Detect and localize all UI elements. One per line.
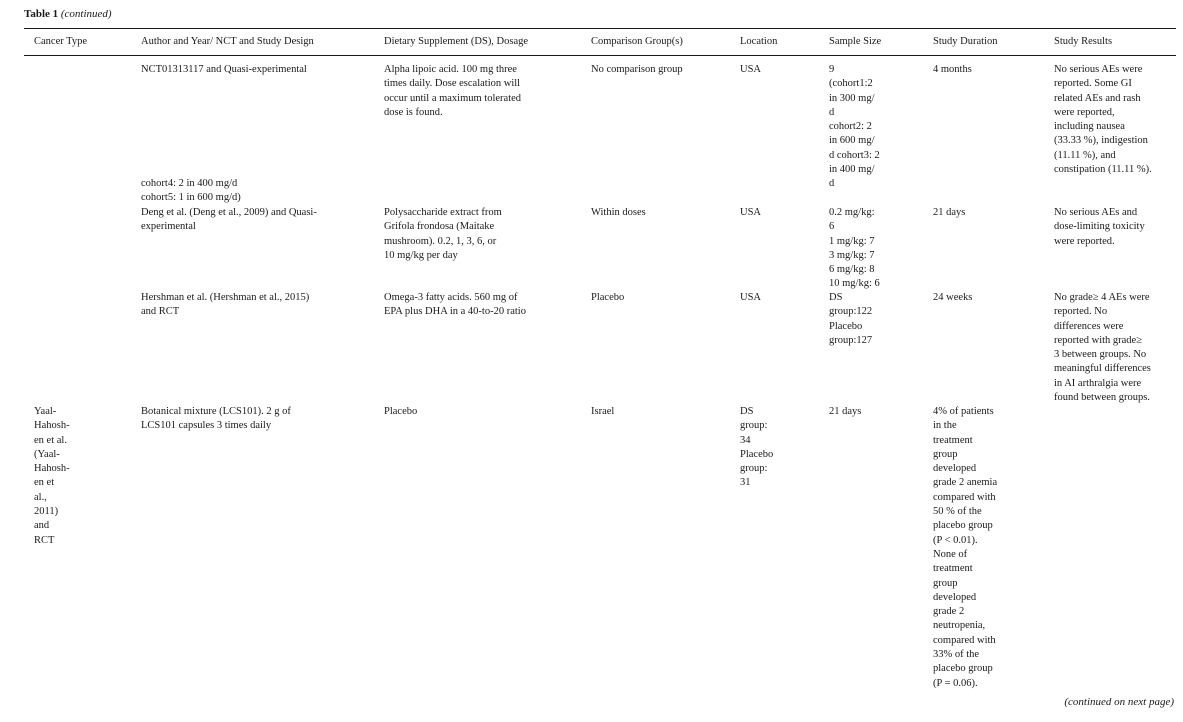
cell-comparison [591, 405, 614, 419]
cell-line: group: [740, 420, 768, 432]
cell-line: cohort4: 2 in 400 mg/d [141, 178, 238, 189]
cell-line: 6 mg/kg: 8 [829, 264, 875, 276]
cell-line: in 400 mg/ [829, 164, 875, 176]
cell-line: 4% of patients [933, 406, 994, 417]
cell-line: were reported, [1054, 106, 1115, 118]
cell-line: constipation (11.11 %). [1054, 164, 1152, 176]
cell-line: 10 mg/kg: 6 [829, 278, 880, 290]
cell-line: reported. No [1054, 306, 1108, 318]
cell-line: grade 2 anemia [933, 477, 998, 489]
cell-line: 0.2 mg/kg: [829, 207, 875, 218]
cell-line: 3 mg/kg: 7 [829, 249, 875, 261]
cell-line: 33% of the [933, 649, 980, 661]
cell-line: Alpha lipoic acid. 100 mg three [384, 64, 517, 75]
cell-line: USA [740, 64, 762, 75]
cell-line: reported. Some GI [1054, 78, 1132, 90]
header-dietary-supplement: Dietary Supplement (DS), Dosage [384, 36, 529, 47]
cell-line: treatment [933, 434, 973, 446]
cell-line: related AEs and rash [1054, 92, 1141, 104]
cell-line: experimental [141, 221, 196, 233]
cell-line: were reported. [1054, 235, 1115, 247]
table-continued-label: (continued) [60, 8, 112, 20]
cell-line: Deng et al. (Deng et al., 2009) and Quasi- [141, 207, 317, 218]
cell-line: USA [740, 292, 762, 303]
cell-line: treatment [933, 563, 973, 575]
cell-line: Placebo [384, 406, 418, 417]
cell-line: (P < 0.01). [933, 534, 978, 546]
cell-duration [933, 291, 972, 305]
cell-line: EPA plus DHA in a 40-to-20 ratio [384, 306, 526, 318]
cell-line: cohort5: 1 in 600 mg/d) [141, 192, 241, 204]
cell-line: Placebo [829, 320, 863, 332]
cell-duration [933, 206, 965, 220]
cell-line: Israel [591, 406, 615, 417]
cell-line: developed [933, 463, 977, 475]
cell-line: occur until a maximum tolerated [384, 92, 522, 104]
cell-author [141, 63, 307, 77]
table-label: Table 1 [24, 8, 59, 20]
cell-supplement [384, 405, 417, 419]
cell-line: d [829, 178, 835, 190]
cell-sample-size [829, 291, 872, 348]
cell-comparison [591, 206, 646, 220]
cell-author [141, 291, 309, 320]
cell-supplement [384, 291, 526, 320]
cell-line: 6 [829, 221, 835, 233]
cell-supplement [384, 63, 521, 120]
table-top-rule [24, 28, 1176, 29]
cell-line: (cohort1:2 [829, 78, 873, 90]
cell-line: placebo group [933, 663, 993, 675]
cell-line: (Yaal- [34, 448, 60, 460]
cell-supplement [384, 206, 502, 263]
cell-line: DS [740, 406, 754, 417]
cell-line: RCT [34, 534, 55, 546]
cell-comparison [591, 291, 624, 305]
cell-line: 50 % of the [933, 506, 982, 518]
cell-results [1054, 291, 1151, 405]
cell-line: (P = 0.06). [933, 677, 978, 689]
cell-line: group:127 [829, 334, 873, 346]
header-comparison-groups: Comparison Group(s) [591, 36, 683, 47]
cell-line: No serious AEs were [1054, 64, 1143, 75]
cell-line: 21 days [933, 207, 966, 218]
cell-line: neutropenia, [933, 620, 986, 632]
cell-duration [933, 405, 997, 691]
cell-line: 1 mg/kg: 7 [829, 235, 875, 247]
cell-line: times daily. Dose escalation will [384, 78, 521, 90]
cell-line: 4 months [933, 64, 972, 75]
cell-line: (33.33 %), indigestion [1054, 135, 1148, 147]
cell-line: 3 between groups. No [1054, 349, 1147, 361]
cell-line: and RCT [141, 306, 180, 318]
cell-results [1054, 206, 1145, 249]
cell-line: Yaal- [34, 406, 57, 417]
table-caption [24, 7, 112, 21]
cell-line: Botanical mixture (LCS101). 2 g of [141, 406, 291, 417]
cell-line: cohort2: 2 [829, 121, 872, 133]
cell-line: Hahosh- [34, 420, 70, 432]
cell-line: 2011) [34, 506, 59, 518]
header-author-study-design: Author and Year/ NCT and Study Design [141, 36, 314, 47]
cell-line: dose is found. [384, 106, 443, 118]
cell-line: group: [740, 463, 768, 475]
header-cancer-type: Cancer Type [34, 36, 88, 47]
cell-line: Within doses [591, 207, 646, 218]
cell-line: dose-limiting toxicity [1054, 221, 1145, 233]
cell-comparison [591, 63, 683, 77]
cell-line: mushroom). 0.2, 1, 3, 6, or [384, 235, 497, 247]
cell-line: LCS101 capsules 3 times daily [141, 420, 272, 432]
cell-line: found between groups. [1054, 392, 1150, 404]
cell-line: al., [34, 491, 47, 503]
cell-sample-size [829, 405, 861, 419]
cell-line: meaningful differences [1054, 363, 1151, 375]
cell-line: DS [829, 292, 843, 303]
cell-line: in AI arthralgia were [1054, 377, 1142, 389]
cell-cancer-type [34, 405, 70, 548]
cell-line: 31 [740, 477, 751, 489]
cell-line: placebo group [933, 520, 993, 532]
cell-line: No comparison group [591, 64, 683, 75]
cell-line: None of [933, 548, 968, 560]
cell-line: 21 days [829, 406, 862, 417]
cell-line: differences were [1054, 320, 1124, 332]
cell-line: No serious AEs and [1054, 207, 1138, 218]
cell-line: Hahosh- [34, 463, 70, 475]
cell-sample-size [829, 206, 880, 292]
cell-line: 24 weeks [933, 292, 973, 303]
cell-location [740, 206, 761, 220]
cell-line: group [933, 577, 958, 589]
cell-line: USA [740, 207, 762, 218]
cell-line: including nausea [1054, 121, 1125, 133]
cell-line: d [829, 106, 835, 118]
cell-sample-size [829, 63, 880, 192]
cell-author-continued [141, 177, 241, 206]
cell-line: in 300 mg/ [829, 92, 875, 104]
cell-line: Hershman et al. (Hershman et al., 2015) [141, 292, 310, 303]
header-sample-size: Sample Size [829, 36, 882, 47]
cell-line: en et [34, 477, 55, 489]
cell-line: compared with [933, 491, 996, 503]
cell-location [740, 405, 773, 491]
cell-line: in 600 mg/ [829, 135, 875, 147]
continued-next-page-note: (continued on next page) [1064, 696, 1174, 708]
cell-line: group [933, 448, 958, 460]
cell-author [141, 206, 317, 235]
cell-line: 34 [740, 434, 751, 446]
cell-line: 9 [829, 64, 835, 75]
cell-line: group:122 [829, 306, 873, 318]
cell-line: in the [933, 420, 957, 432]
cell-line: grade 2 [933, 606, 965, 618]
cell-line: developed [933, 591, 977, 603]
cell-line: reported with grade≥ [1054, 334, 1142, 346]
cell-line: Placebo [591, 292, 625, 303]
cell-line: No grade≥ 4 AEs were [1054, 292, 1150, 303]
cell-line: d cohort3: 2 [829, 149, 880, 161]
cell-line: Grifola frondosa (Maitake [384, 221, 495, 233]
cell-line: Placebo [740, 448, 774, 460]
cell-duration [933, 63, 972, 77]
cell-line: en et al. [34, 434, 67, 446]
table-header-rule [24, 55, 1176, 56]
cell-line: (11.11 %), and [1054, 149, 1116, 161]
header-study-duration: Study Duration [933, 36, 998, 47]
cell-results [1054, 63, 1152, 177]
cell-line: 10 mg/kg per day [384, 249, 458, 261]
cell-location [740, 63, 761, 77]
header-location: Location [740, 36, 778, 47]
cell-line: compared with [933, 634, 996, 646]
cell-line: Polysaccharide extract from [384, 207, 502, 218]
cell-line: NCT01313117 and Quasi-experimental [141, 64, 307, 75]
header-study-results: Study Results [1054, 36, 1113, 47]
cell-line: and [34, 520, 50, 532]
cell-author [141, 405, 291, 434]
cell-location [740, 291, 761, 305]
cell-line: Omega-3 fatty acids. 560 mg of [384, 292, 518, 303]
